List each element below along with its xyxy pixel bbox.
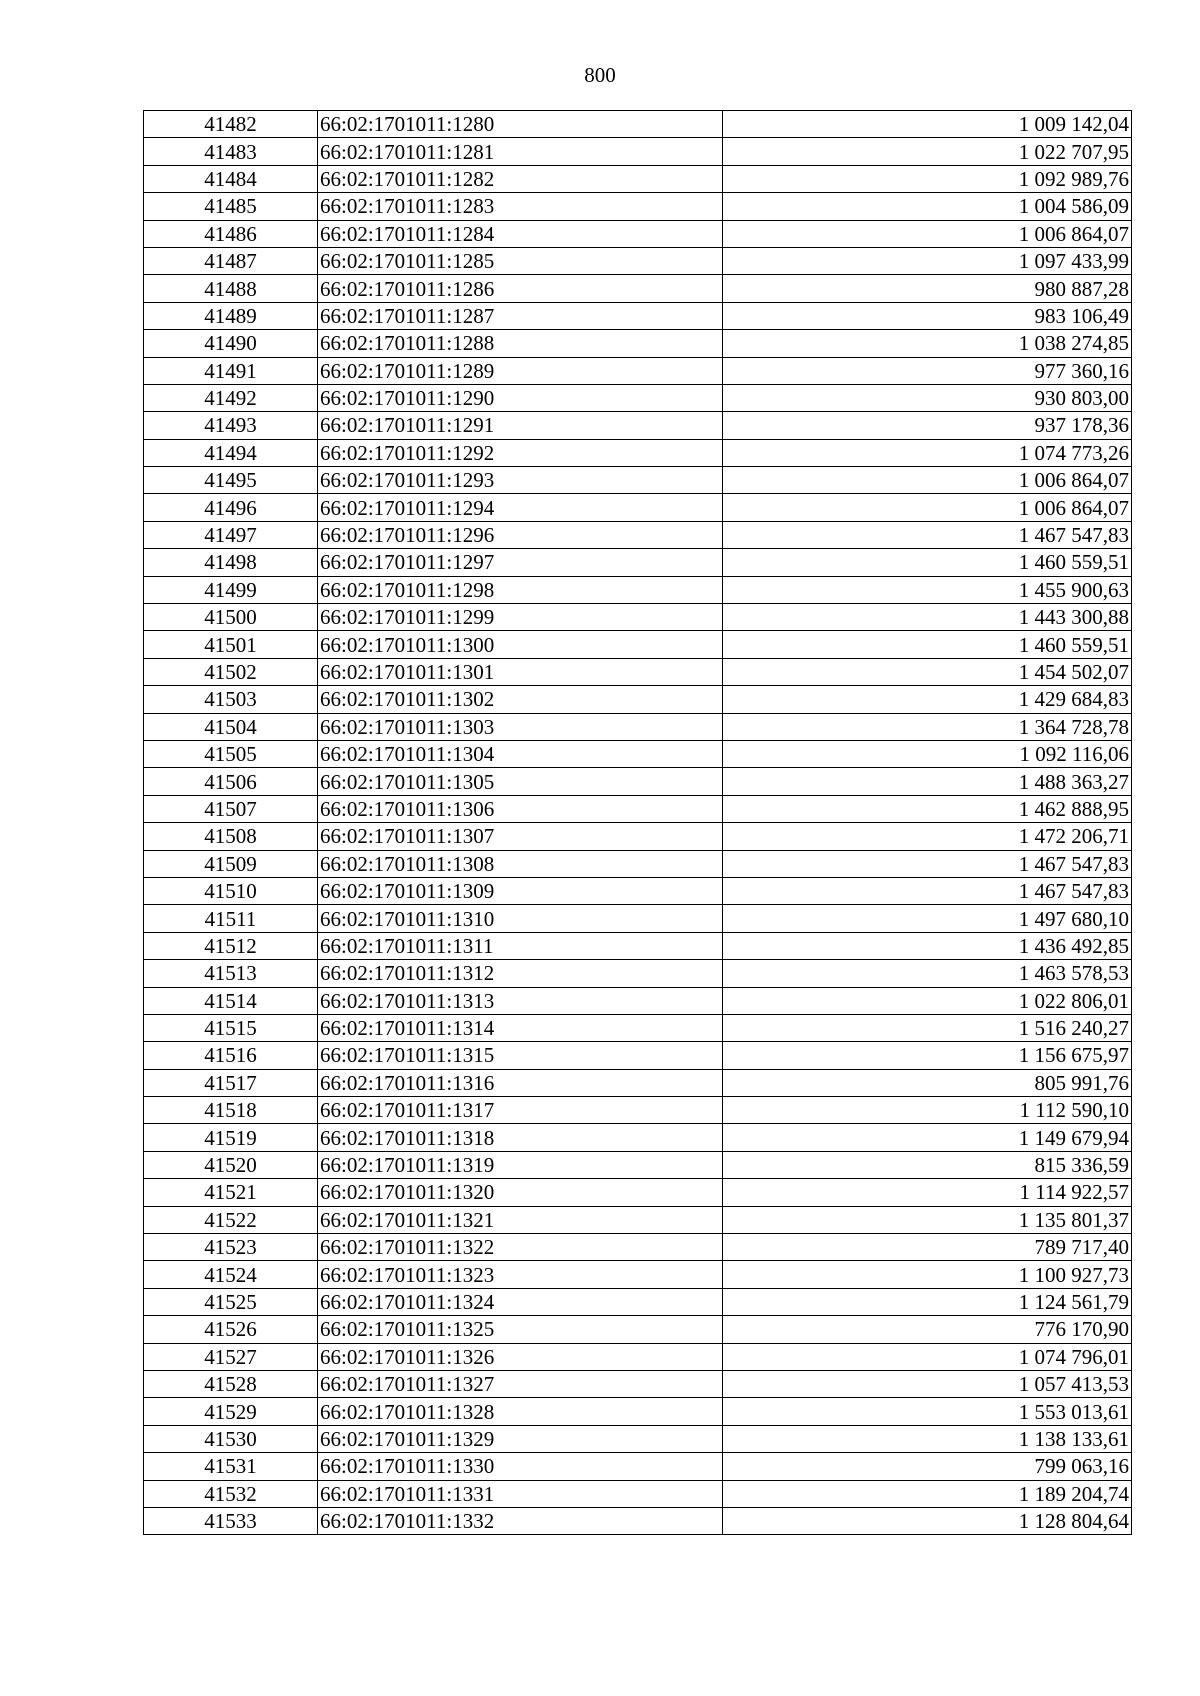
cadastral-number-cell: 66:02:1701011:1299 — [318, 604, 723, 631]
row-number-cell: 41515 — [144, 1014, 318, 1041]
row-number-cell: 41498 — [144, 549, 318, 576]
cadastral-value-cell: 1 460 559,51 — [723, 631, 1132, 658]
table-body — [144, 111, 1132, 1535]
cadastral-number-cell: 66:02:1701011:1280 — [318, 111, 723, 138]
row-number-cell: 41528 — [144, 1370, 318, 1397]
row-number-cell: 41490 — [144, 330, 318, 357]
cadastral-value-cell: 1 429 684,83 — [723, 686, 1132, 713]
row-number-cell: 41510 — [144, 877, 318, 904]
cadastral-number-cell: 66:02:1701011:1319 — [318, 1151, 723, 1178]
table-row — [144, 1343, 1132, 1370]
cadastral-number-cell: 66:02:1701011:1322 — [318, 1234, 723, 1261]
cadastral-number-cell: 66:02:1701011:1300 — [318, 631, 723, 658]
table-row — [144, 1425, 1132, 1452]
cadastral-value-cell: 1 472 206,71 — [723, 823, 1132, 850]
table-row — [144, 439, 1132, 466]
cadastral-value-cell: 1 488 363,27 — [723, 768, 1132, 795]
cadastral-value-cell: 1 138 133,61 — [723, 1425, 1132, 1452]
table-row — [144, 1042, 1132, 1069]
cadastral-value-cell: 1 467 547,83 — [723, 877, 1132, 904]
cadastral-number-cell: 66:02:1701011:1306 — [318, 795, 723, 822]
cadastral-value-cell: 799 063,16 — [723, 1453, 1132, 1480]
cadastral-value-cell: 1 004 586,09 — [723, 193, 1132, 220]
cadastral-value-cell: 1 074 796,01 — [723, 1343, 1132, 1370]
row-number-cell: 41491 — [144, 357, 318, 384]
table-row — [144, 713, 1132, 740]
cadastral-number-cell: 66:02:1701011:1314 — [318, 1014, 723, 1041]
cadastral-number-cell: 66:02:1701011:1328 — [318, 1398, 723, 1425]
row-number-cell: 41529 — [144, 1398, 318, 1425]
row-number-cell: 41525 — [144, 1288, 318, 1315]
table-row — [144, 1370, 1132, 1397]
row-number-cell: 41513 — [144, 960, 318, 987]
table-row — [144, 494, 1132, 521]
table-row — [144, 165, 1132, 192]
cadastral-number-cell: 66:02:1701011:1323 — [318, 1261, 723, 1288]
row-number-cell: 41533 — [144, 1507, 318, 1534]
cadastral-value-cell: 1 455 900,63 — [723, 576, 1132, 603]
table-row — [144, 850, 1132, 877]
cadastral-number-cell: 66:02:1701011:1304 — [318, 740, 723, 767]
cadastral-number-cell: 66:02:1701011:1301 — [318, 658, 723, 685]
row-number-cell: 41531 — [144, 1453, 318, 1480]
cadastral-value-cell: 1 516 240,27 — [723, 1014, 1132, 1041]
cadastral-number-cell: 66:02:1701011:1303 — [318, 713, 723, 740]
cadastral-number-cell: 66:02:1701011:1331 — [318, 1480, 723, 1507]
cadastral-number-cell: 66:02:1701011:1285 — [318, 247, 723, 274]
row-number-cell: 41530 — [144, 1425, 318, 1452]
table-row — [144, 193, 1132, 220]
row-number-cell: 41494 — [144, 439, 318, 466]
cadastral-number-cell: 66:02:1701011:1282 — [318, 165, 723, 192]
cadastral-number-cell: 66:02:1701011:1329 — [318, 1425, 723, 1452]
cadastral-value-cell: 1 114 922,57 — [723, 1179, 1132, 1206]
row-number-cell: 41489 — [144, 302, 318, 329]
cadastral-number-cell: 66:02:1701011:1305 — [318, 768, 723, 795]
row-number-cell: 41502 — [144, 658, 318, 685]
cadastral-value-cell: 1 097 433,99 — [723, 247, 1132, 274]
cadastral-value-cell: 1 006 864,07 — [723, 494, 1132, 521]
cadastral-number-cell: 66:02:1701011:1296 — [318, 521, 723, 548]
cadastral-value-cell: 1 022 806,01 — [723, 987, 1132, 1014]
cadastral-number-cell: 66:02:1701011:1330 — [318, 1453, 723, 1480]
cadastral-number-cell: 66:02:1701011:1327 — [318, 1370, 723, 1397]
row-number-cell: 41514 — [144, 987, 318, 1014]
table-row — [144, 1398, 1132, 1425]
row-number-cell: 41522 — [144, 1206, 318, 1233]
row-number-cell: 41496 — [144, 494, 318, 521]
table-row — [144, 740, 1132, 767]
cadastral-number-cell: 66:02:1701011:1311 — [318, 932, 723, 959]
table-row — [144, 302, 1132, 329]
row-number-cell: 41516 — [144, 1042, 318, 1069]
cadastral-number-cell: 66:02:1701011:1288 — [318, 330, 723, 357]
cadastral-number-cell: 66:02:1701011:1283 — [318, 193, 723, 220]
table-row — [144, 549, 1132, 576]
cadastral-number-cell: 66:02:1701011:1292 — [318, 439, 723, 466]
row-number-cell: 41505 — [144, 740, 318, 767]
cadastral-value-cell: 1 135 801,37 — [723, 1206, 1132, 1233]
row-number-cell: 41482 — [144, 111, 318, 138]
row-number-cell: 41532 — [144, 1480, 318, 1507]
table-row — [144, 384, 1132, 411]
cadastral-value-cell: 977 360,16 — [723, 357, 1132, 384]
cadastral-number-cell: 66:02:1701011:1326 — [318, 1343, 723, 1370]
cadastral-number-cell: 66:02:1701011:1289 — [318, 357, 723, 384]
cadastral-number-cell: 66:02:1701011:1332 — [318, 1507, 723, 1534]
cadastral-value-cell: 1 467 547,83 — [723, 850, 1132, 877]
table-row — [144, 987, 1132, 1014]
cadastral-number-cell: 66:02:1701011:1313 — [318, 987, 723, 1014]
table-row — [144, 138, 1132, 165]
cadastral-number-cell: 66:02:1701011:1320 — [318, 1179, 723, 1206]
row-number-cell: 41501 — [144, 631, 318, 658]
row-number-cell: 41488 — [144, 275, 318, 302]
row-number-cell: 41486 — [144, 220, 318, 247]
cadastral-number-cell: 66:02:1701011:1297 — [318, 549, 723, 576]
table-row — [144, 960, 1132, 987]
cadastral-number-cell: 66:02:1701011:1310 — [318, 905, 723, 932]
row-number-cell: 41492 — [144, 384, 318, 411]
cadastral-number-cell: 66:02:1701011:1291 — [318, 412, 723, 439]
cadastral-number-cell: 66:02:1701011:1287 — [318, 302, 723, 329]
table-row — [144, 1069, 1132, 1096]
cadastral-value-cell: 776 170,90 — [723, 1316, 1132, 1343]
cadastral-number-cell: 66:02:1701011:1294 — [318, 494, 723, 521]
cadastral-number-cell: 66:02:1701011:1308 — [318, 850, 723, 877]
table-row — [144, 521, 1132, 548]
row-number-cell: 41520 — [144, 1151, 318, 1178]
row-number-cell: 41508 — [144, 823, 318, 850]
row-number-cell: 41512 — [144, 932, 318, 959]
cadastral-value-cell: 1 022 707,95 — [723, 138, 1132, 165]
table-row — [144, 1097, 1132, 1124]
cadastral-number-cell: 66:02:1701011:1281 — [318, 138, 723, 165]
table-row — [144, 658, 1132, 685]
cadastral-number-cell: 66:02:1701011:1286 — [318, 275, 723, 302]
cadastral-value-cell: 1 128 804,64 — [723, 1507, 1132, 1534]
cadastral-value-cell: 1 149 679,94 — [723, 1124, 1132, 1151]
table-row — [144, 1507, 1132, 1534]
cadastral-number-cell: 66:02:1701011:1316 — [318, 1069, 723, 1096]
cadastral-value-cell: 1 189 204,74 — [723, 1480, 1132, 1507]
table-row — [144, 795, 1132, 822]
table-row — [144, 631, 1132, 658]
table-row — [144, 1234, 1132, 1261]
table-row — [144, 467, 1132, 494]
cadastral-value-cell: 1 156 675,97 — [723, 1042, 1132, 1069]
table-row — [144, 1453, 1132, 1480]
cadastral-number-cell: 66:02:1701011:1293 — [318, 467, 723, 494]
table-row — [144, 1124, 1132, 1151]
cadastral-value-cell: 1 553 013,61 — [723, 1398, 1132, 1425]
cadastral-value-cell: 789 717,40 — [723, 1234, 1132, 1261]
cadastral-value-cell: 805 991,76 — [723, 1069, 1132, 1096]
table-row — [144, 1316, 1132, 1343]
table-row — [144, 1179, 1132, 1206]
cadastral-value-cell: 1 443 300,88 — [723, 604, 1132, 631]
table-row — [144, 1480, 1132, 1507]
row-number-cell: 41484 — [144, 165, 318, 192]
row-number-cell: 41507 — [144, 795, 318, 822]
cadastral-value-cell: 815 336,59 — [723, 1151, 1132, 1178]
table-row — [144, 247, 1132, 274]
cadastral-value-cell: 1 462 888,95 — [723, 795, 1132, 822]
cadastral-value-cell: 1 454 502,07 — [723, 658, 1132, 685]
cadastral-value-cell: 1 038 274,85 — [723, 330, 1132, 357]
row-number-cell: 41485 — [144, 193, 318, 220]
cadastral-value-cell: 1 364 728,78 — [723, 713, 1132, 740]
cadastral-value-cell: 937 178,36 — [723, 412, 1132, 439]
cadastral-value-cell: 1 497 680,10 — [723, 905, 1132, 932]
table-row — [144, 357, 1132, 384]
cadastral-value-cell: 1 006 864,07 — [723, 220, 1132, 247]
cadastral-number-cell: 66:02:1701011:1284 — [318, 220, 723, 247]
cadastral-value-cell: 1 124 561,79 — [723, 1288, 1132, 1315]
cadastral-number-cell: 66:02:1701011:1317 — [318, 1097, 723, 1124]
row-number-cell: 41526 — [144, 1316, 318, 1343]
row-number-cell: 41487 — [144, 247, 318, 274]
row-number-cell: 41527 — [144, 1343, 318, 1370]
cadastral-number-cell: 66:02:1701011:1298 — [318, 576, 723, 603]
table-row — [144, 1014, 1132, 1041]
table-row — [144, 1151, 1132, 1178]
cadastral-value-cell: 1 006 864,07 — [723, 467, 1132, 494]
table-row — [144, 1206, 1132, 1233]
row-number-cell: 41521 — [144, 1179, 318, 1206]
cadastral-value-table — [143, 110, 1132, 1535]
cadastral-number-cell: 66:02:1701011:1307 — [318, 823, 723, 850]
row-number-cell: 41511 — [144, 905, 318, 932]
table-row — [144, 905, 1132, 932]
cadastral-value-cell: 1 009 142,04 — [723, 111, 1132, 138]
cadastral-number-cell: 66:02:1701011:1318 — [318, 1124, 723, 1151]
cadastral-value-cell: 1 460 559,51 — [723, 549, 1132, 576]
row-number-cell: 41523 — [144, 1234, 318, 1261]
cadastral-value-cell: 983 106,49 — [723, 302, 1132, 329]
table-row — [144, 877, 1132, 904]
row-number-cell: 41506 — [144, 768, 318, 795]
cadastral-value-cell: 1 092 116,06 — [723, 740, 1132, 767]
cadastral-number-cell: 66:02:1701011:1321 — [318, 1206, 723, 1233]
cadastral-number-cell: 66:02:1701011:1315 — [318, 1042, 723, 1069]
table-row — [144, 412, 1132, 439]
cadastral-number-cell: 66:02:1701011:1324 — [318, 1288, 723, 1315]
cadastral-value-cell: 1 074 773,26 — [723, 439, 1132, 466]
row-number-cell: 41517 — [144, 1069, 318, 1096]
cadastral-value-cell: 1 092 989,76 — [723, 165, 1132, 192]
table-row — [144, 686, 1132, 713]
row-number-cell: 41483 — [144, 138, 318, 165]
table-row — [144, 330, 1132, 357]
cadastral-number-cell: 66:02:1701011:1309 — [318, 877, 723, 904]
cadastral-value-cell: 1 112 590,10 — [723, 1097, 1132, 1124]
cadastral-value-cell: 930 803,00 — [723, 384, 1132, 411]
table-row — [144, 111, 1132, 138]
table-row — [144, 576, 1132, 603]
row-number-cell: 41493 — [144, 412, 318, 439]
table-row — [144, 1288, 1132, 1315]
cadastral-value-cell: 1 100 927,73 — [723, 1261, 1132, 1288]
row-number-cell: 41509 — [144, 850, 318, 877]
cadastral-number-cell: 66:02:1701011:1312 — [318, 960, 723, 987]
table-row — [144, 823, 1132, 850]
table-row — [144, 275, 1132, 302]
row-number-cell: 41503 — [144, 686, 318, 713]
table-row — [144, 220, 1132, 247]
row-number-cell: 41524 — [144, 1261, 318, 1288]
page-number: 800 — [584, 63, 616, 87]
row-number-cell: 41497 — [144, 521, 318, 548]
row-number-cell: 41518 — [144, 1097, 318, 1124]
row-number-cell: 41500 — [144, 604, 318, 631]
row-number-cell: 41519 — [144, 1124, 318, 1151]
row-number-cell: 41504 — [144, 713, 318, 740]
cadastral-value-cell: 1 467 547,83 — [723, 521, 1132, 548]
row-number-cell: 41495 — [144, 467, 318, 494]
table-row — [144, 1261, 1132, 1288]
table-row — [144, 604, 1132, 631]
cadastral-value-cell: 980 887,28 — [723, 275, 1132, 302]
cadastral-number-cell: 66:02:1701011:1290 — [318, 384, 723, 411]
table-row — [144, 768, 1132, 795]
cadastral-number-cell: 66:02:1701011:1302 — [318, 686, 723, 713]
cadastral-value-cell: 1 436 492,85 — [723, 932, 1132, 959]
cadastral-value-cell: 1 057 413,53 — [723, 1370, 1132, 1397]
table-row — [144, 932, 1132, 959]
cadastral-value-cell: 1 463 578,53 — [723, 960, 1132, 987]
cadastral-number-cell: 66:02:1701011:1325 — [318, 1316, 723, 1343]
row-number-cell: 41499 — [144, 576, 318, 603]
